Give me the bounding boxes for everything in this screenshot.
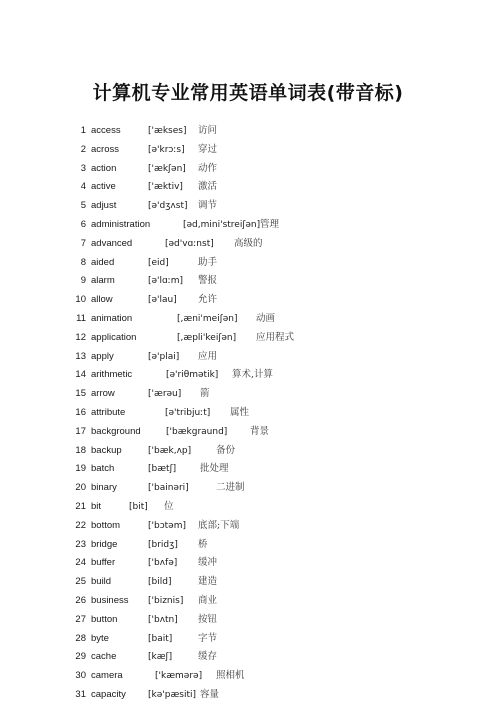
list-item <box>0 611 496 630</box>
entry-word: adjust <box>91 200 117 212</box>
entry-phonetic: [bait] <box>148 633 173 644</box>
entry-meaning: 属性 <box>230 406 250 418</box>
entry-number: 6 <box>80 218 86 230</box>
entry-word: capacity <box>91 688 126 700</box>
entry-word: administration <box>91 218 151 230</box>
list-item <box>0 348 496 367</box>
entry-meaning: 二进制 <box>216 482 245 494</box>
entry-word: build <box>91 576 112 588</box>
entry-word: aided <box>91 256 115 268</box>
entry-phonetic: ['ækʃən] <box>148 163 186 174</box>
list-item <box>0 460 496 479</box>
entry-number: 22 <box>75 519 86 531</box>
entry-phonetic: ['ækses] <box>148 126 187 136</box>
entry-phonetic: [,æni'meiʃən] <box>177 313 238 324</box>
entry-number: 29 <box>75 651 86 663</box>
entry-meaning: 动画 <box>256 312 276 324</box>
entry-phonetic: ['kæmərə] <box>155 671 203 682</box>
list-item <box>0 141 496 160</box>
entry-meaning: 助手 <box>198 256 218 268</box>
list-item <box>0 216 496 235</box>
entry-phonetic: [ə'riθmətik] <box>166 370 219 381</box>
entry-number: 16 <box>75 406 86 418</box>
entry-meaning: 按钮 <box>198 613 218 625</box>
list-item <box>0 235 496 254</box>
entry-word: application <box>91 331 137 343</box>
entry-meaning: 访问 <box>198 125 218 136</box>
entry-word: arrow <box>91 388 115 400</box>
entry-number: 28 <box>75 632 86 644</box>
entry-meaning: 桥 <box>198 538 208 550</box>
entry-word: cache <box>91 651 117 663</box>
entry-meaning: 高级的 <box>234 237 263 249</box>
entry-number: 11 <box>76 312 86 324</box>
entry-phonetic: ['bainəri] <box>148 483 189 494</box>
page-title: 计算机专业常用英语单词表(带音标) <box>92 82 404 104</box>
entry-word: bit <box>91 500 102 512</box>
entry-phonetic: ['biznis] <box>148 595 184 606</box>
list-item <box>0 178 496 197</box>
entry-phonetic: [bridʒ] <box>148 539 178 550</box>
entry-word: animation <box>91 312 133 324</box>
entry-number: 3 <box>80 162 86 174</box>
entry-word: byte <box>91 632 109 644</box>
entry-meaning: 应用程式 <box>256 331 295 343</box>
entry-phonetic: [eid] <box>148 257 169 268</box>
entry-phonetic: [ə'lɑːm] <box>148 276 184 287</box>
entry-word: access <box>91 125 121 136</box>
entry-word: attribute <box>91 406 126 418</box>
list-item <box>0 329 496 348</box>
list-item <box>0 536 496 555</box>
entry-meaning: 缓存 <box>198 651 218 663</box>
entry-meaning: 管理 <box>260 218 280 230</box>
entry-phonetic: ['bækgraund] <box>166 426 228 437</box>
entry-meaning: 照相机 <box>216 670 245 682</box>
entry-phonetic: [əd,mini'streiʃən] <box>183 219 261 230</box>
list-item <box>0 498 496 517</box>
entry-word: background <box>91 425 141 437</box>
list-item <box>0 366 496 385</box>
entry-meaning: 背景 <box>250 425 270 437</box>
list-item <box>0 442 496 461</box>
entry-number: 2 <box>80 143 86 155</box>
entry-number: 8 <box>80 256 86 268</box>
entry-word: advanced <box>91 237 133 249</box>
list-item <box>0 648 496 667</box>
list-item <box>0 517 496 536</box>
entry-meaning: 调节 <box>198 200 218 212</box>
list-item <box>0 630 496 649</box>
list-item <box>0 404 496 423</box>
entry-word: arithmetic <box>91 369 133 381</box>
entry-phonetic: [ə'plai] <box>148 351 180 362</box>
entry-phonetic: [bild] <box>148 577 172 588</box>
entry-phonetic: [əd'vɑːnst] <box>165 238 214 249</box>
entry-meaning: 警报 <box>198 275 218 287</box>
entry-word: backup <box>91 444 122 456</box>
entry-meaning: 应用 <box>198 350 218 362</box>
entry-phonetic: ['bæk,ʌp] <box>148 445 192 456</box>
entry-number: 24 <box>75 557 86 569</box>
entry-word: bridge <box>91 538 118 550</box>
entry-word: business <box>91 594 129 606</box>
list-item <box>0 554 496 573</box>
entry-phonetic: [ə'krɔːs] <box>148 144 185 155</box>
entry-word: allow <box>91 294 113 306</box>
list-item <box>0 423 496 442</box>
entry-number: 17 <box>75 425 86 437</box>
entry-number: 23 <box>75 538 86 550</box>
entry-phonetic: [kə'pæsiti] <box>148 689 197 700</box>
word-list <box>0 122 496 705</box>
entry-meaning: 建造 <box>198 576 218 588</box>
entry-meaning: 底部;下端 <box>198 519 240 531</box>
entry-word: binary <box>91 482 117 494</box>
entry-meaning: 激活 <box>198 181 218 193</box>
list-item <box>0 573 496 592</box>
entry-phonetic: ['ærəu] <box>148 389 182 400</box>
entry-meaning: 算术,计算 <box>232 369 274 381</box>
entry-meaning: 箭 <box>200 388 210 400</box>
entry-meaning: 批处理 <box>200 463 229 475</box>
entry-phonetic: [kæʃ] <box>148 652 173 663</box>
entry-number: 19 <box>75 463 86 475</box>
entry-word: buffer <box>91 557 116 569</box>
entry-number: 7 <box>80 237 86 249</box>
entry-number: 27 <box>75 613 86 625</box>
entry-word: alarm <box>91 275 115 287</box>
list-item <box>0 667 496 686</box>
entry-phonetic: [bit] <box>129 501 148 512</box>
list-item <box>0 122 496 141</box>
entry-number: 21 <box>75 500 86 512</box>
list-item <box>0 291 496 310</box>
list-item <box>0 385 496 404</box>
entry-meaning: 商业 <box>198 594 218 606</box>
entry-phonetic: [ə'dʒʌst] <box>148 201 188 212</box>
entry-meaning: 穿过 <box>198 143 218 155</box>
entry-phonetic: ['æktiv] <box>148 182 183 193</box>
entry-phonetic: [,æpli'keiʃən] <box>177 332 237 343</box>
entry-meaning: 字节 <box>198 632 218 644</box>
list-item <box>0 310 496 329</box>
entry-number: 30 <box>75 670 86 682</box>
entry-word: active <box>91 181 116 193</box>
list-item <box>0 272 496 291</box>
entry-meaning: 备份 <box>216 444 236 456</box>
entry-number: 31 <box>75 688 86 700</box>
entry-word: camera <box>91 670 123 682</box>
entry-number: 13 <box>75 350 86 362</box>
entry-meaning: 允许 <box>198 294 218 306</box>
entry-number: 25 <box>75 576 86 588</box>
entry-number: 26 <box>75 594 86 606</box>
entry-phonetic: [bætʃ] <box>148 464 177 475</box>
entry-number: 9 <box>80 275 86 287</box>
entry-number: 10 <box>75 294 86 306</box>
entry-word: batch <box>91 463 115 475</box>
entry-word: apply <box>91 350 114 362</box>
entry-number: 18 <box>75 444 86 456</box>
entry-word: bottom <box>91 519 121 531</box>
entry-meaning: 缓冲 <box>198 557 218 569</box>
entry-number: 20 <box>75 482 86 494</box>
entry-word: button <box>91 613 118 625</box>
entry-meaning: 动作 <box>198 162 218 174</box>
list-item <box>0 254 496 273</box>
entry-phonetic: ['bʌtn] <box>148 614 178 625</box>
entry-meaning: 容量 <box>200 688 220 700</box>
list-item <box>0 592 496 611</box>
entry-number: 14 <box>75 369 86 381</box>
entry-number: 12 <box>75 331 86 343</box>
entry-number: 4 <box>80 181 86 193</box>
entry-word: across <box>91 143 119 155</box>
entry-phonetic: [ə'tribjuːt] <box>165 407 211 418</box>
entry-meaning: 位 <box>164 500 174 512</box>
entry-phonetic: ['bʌfə] <box>148 558 178 569</box>
entry-phonetic: [ə'lau] <box>148 295 177 306</box>
entry-number: 1 <box>80 125 86 136</box>
entry-word: action <box>91 162 117 174</box>
entry-phonetic: ['bɔtəm] <box>148 520 186 531</box>
list-item <box>0 160 496 179</box>
entry-number: 5 <box>80 200 86 212</box>
list-item <box>0 197 496 216</box>
entry-number: 15 <box>75 388 86 400</box>
list-item <box>0 479 496 498</box>
